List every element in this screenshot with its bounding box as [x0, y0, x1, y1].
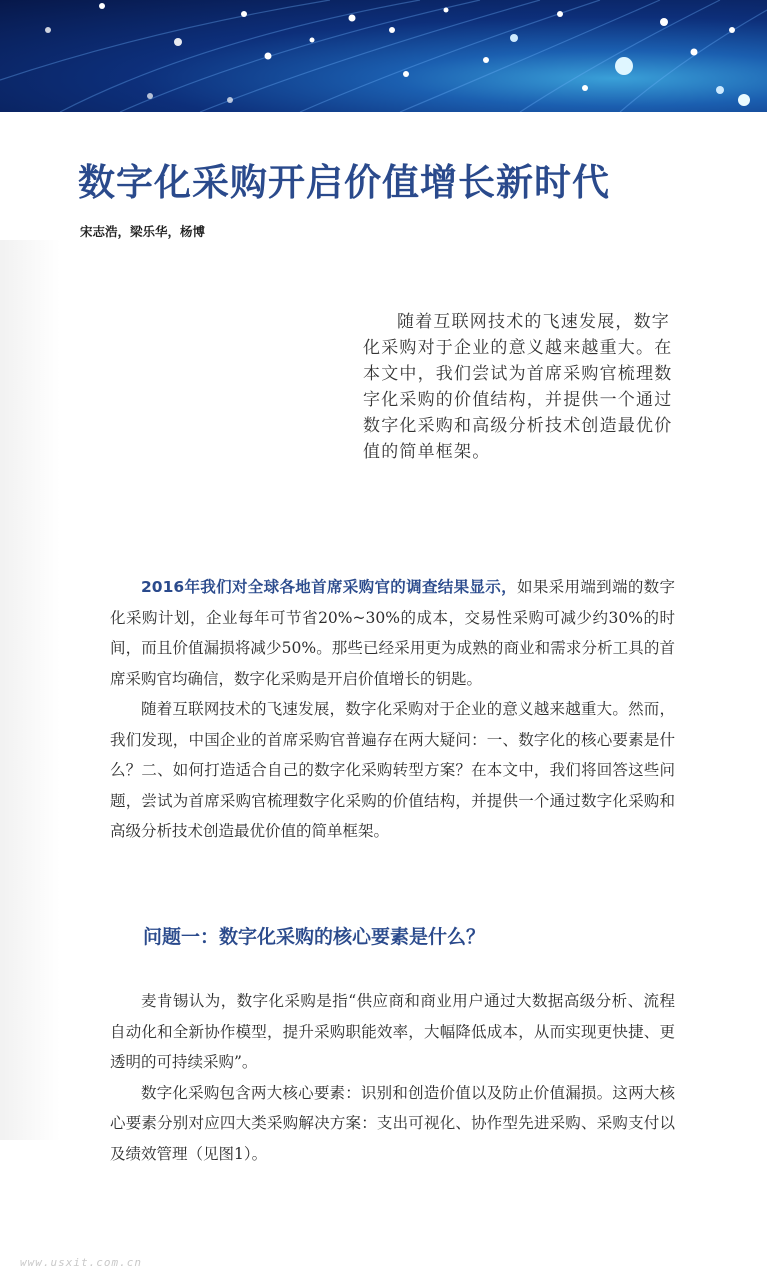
faint-side-watermark	[0, 240, 60, 1140]
abstract-text: 随着互联网技术的飞速发展，数字化采购对于企业的意义越来越重大。在本文中，我们尝试为首席采购官梳理数字化采购的价值结构，并提供一个通过数字化采购和高级分析技术创造最优价值的简单框架。	[363, 312, 673, 462]
section-1-paragraph-1: 麦肯锡认为，数字化采购是指“供应商和商业用户通过大数据高级分析、流程自动化和全新协作模型，提升采购职能效率，大幅降低成本，从而实现更快捷、更透明的可持续采购”。	[110, 992, 675, 1071]
intro-paragraph-1	[110, 572, 675, 694]
section-1-body	[110, 986, 675, 1169]
intro-paragraph-1-rest: 如果采用端到端的数字化采购计划，企业每年可节省20%~30%的成本，交易性采购可减少约30%的时间，而且价值漏损将减少50%。那些已经采用更为成熟的商业和需求分析工具的首席采购官均确信，数字化采购是开启价值增长的钥匙。	[110, 578, 675, 688]
article-abstract	[363, 309, 673, 465]
article-title: 数字化采购开启价值增长新时代	[78, 161, 610, 204]
section-1-paragraph-2: 数字化采购包含两大核心要素：识别和创造价值以及防止价值漏损。这两大核心要素分别对应四大类采购解决方案：支出可视化、协作型先进采购、采购支付以及绩效管理（见图1）。	[110, 1083, 675, 1163]
intro-section	[110, 572, 675, 847]
intro-lead-sentence: 2016年我们对全球各地首席采购官的调查结果显示，	[141, 578, 517, 596]
section-heading: 问题一：数字化采购的核心要素是什么？	[143, 926, 486, 948]
header-banner-image	[0, 0, 767, 112]
intro-paragraph-2: 随着互联网技术的飞速发展，数字化采购对于企业的意义越来越重大。然而，我们发现，中国企业的首席采购官普遍存在两大疑问：一、数字化的核心要素是什么？二、如何打造适合自己的数字化采购转型方案？在本文中，我们将回答这些问题，尝试为首席采购官梳理数字化采购的价值结构，并提供一个通过数字化采购和高级分析技术创造最优价值的简单框架。	[110, 700, 675, 840]
article-authors: 宋志浩，梁乐华，杨博	[80, 224, 206, 239]
footer-watermark: www.usxit.com.cn	[20, 1256, 142, 1269]
